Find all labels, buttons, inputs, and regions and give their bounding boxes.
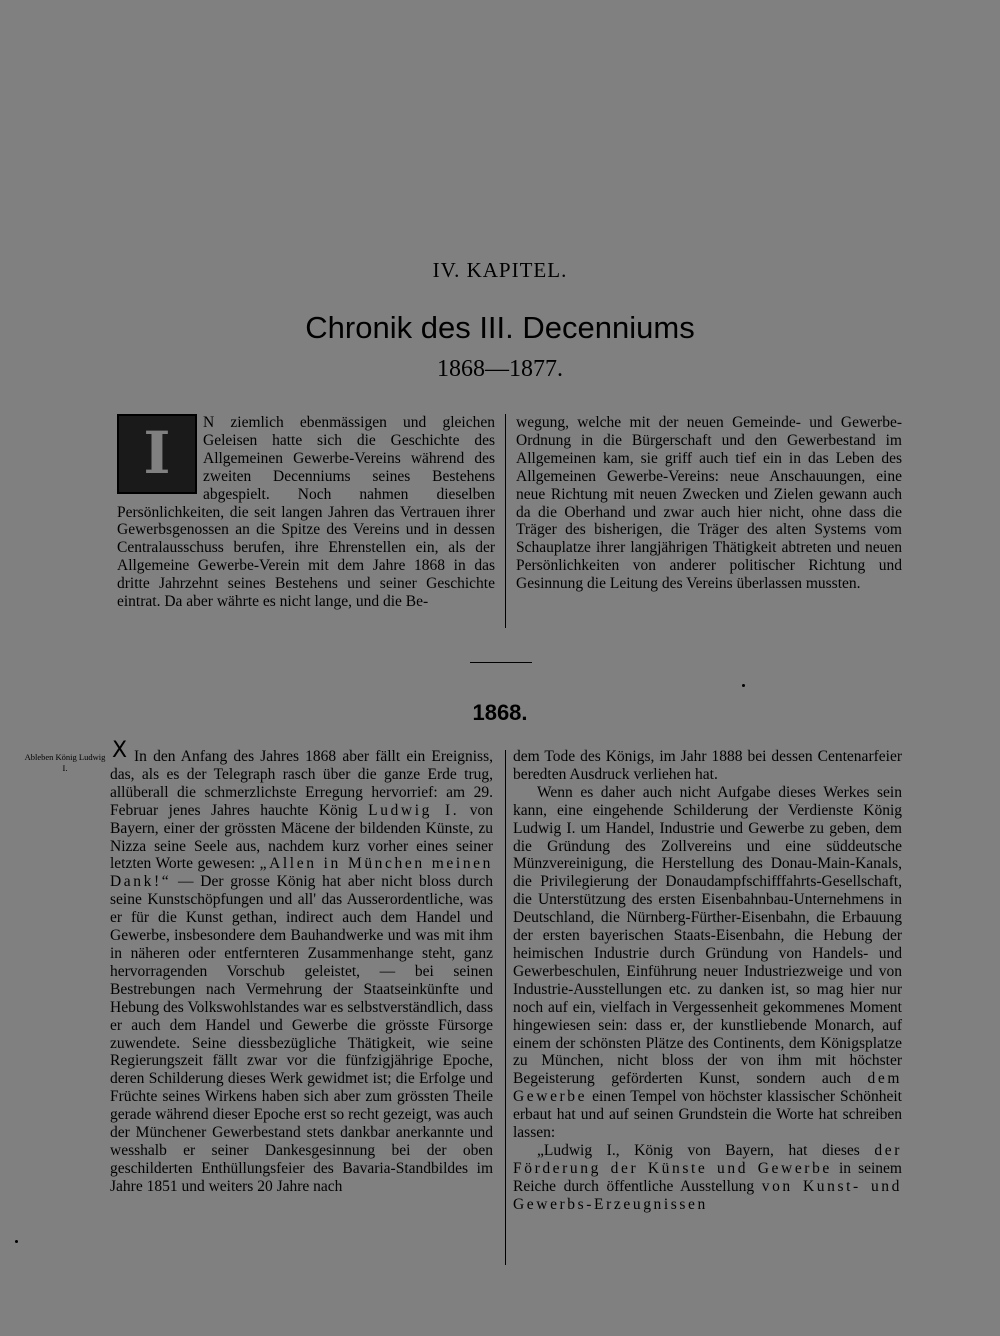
year-heading: 1868.: [472, 700, 528, 725]
emphasis: dem Gewerbe: [513, 1070, 902, 1106]
left-paragraph: [110, 748, 493, 1196]
text-run: in seinem Reiche durch öffentliche Ausstellung: [513, 1159, 902, 1195]
chapter-label: IV. KAPITEL.: [432, 258, 568, 282]
section-left-column: [110, 748, 493, 1196]
text-run: „Ludwig I., König von Bayern, hat dieses: [537, 1141, 875, 1159]
text-run: um Handel, Industrie und Gewerbe zu geben, dem die Gründung des Zollvereins und eine süddeutsche Münzvereinigung, die Herstellung des Donau-Main-Kanals, die Privilegierung der Donaudampfschifffahrts-Gesellschaft, die Unterstützung des ersten Eisenbahnbau-Unternehmens in Deutschland, die Nürnberg-Fürther-Eisenbahn, die Erbauung der ersten bayerischen Staats-Eisenbahn, die Hebung der heimischen Industrie durch Gründung von Handels- und Gewerbeschulen, Einführung neuer Industriezweige und von Industrie-Ausstellungen etc. zu danken ist, so mag hier nur noch auf ein, vielfach in Vergessenheit gekommenes Moment hingewiesen sein: dass er, der kunstliebende Monarch, auf einem der schönsten Plätze des Continents, dem Königsplatze zu München, nicht bloss der von ihm mit höchster Begeisterung geförderten Kunst, sondern auch: [513, 819, 902, 1088]
column-rule-bottom: [505, 750, 506, 1265]
section-divider: [470, 662, 532, 663]
intro-left-paragraph: N ziemlich ebenmässigen und gleichen Geleisen hatte sich die Geschichte des Allgemeinen Gewerbe-Vereins während des zweiten Decenniums seines Bestehens abgespielt. Noch nahmen dieselben Persönlichkeiten, die seit langen Jahren das Vertrauen ihrer Gewerbsgenossen an die Spitze des Vereins und in dessen Centralausschuss berufen, ihre Ehrenstellen ein, als der Allgemeine Gewerbe-Verein mit dem Jahre 1868 in das dritte Jahrzehnt seines Bestehens und seiner Geschichte eintrat. Da aber währte es nicht lange, und die Be-: [117, 414, 495, 611]
text-run: Wenn es daher auch nicht Aufgabe dieses Werkes sein kann, eine eingehende Schilderung der Verdienste: [513, 783, 902, 819]
section-right-column: [513, 748, 902, 1214]
chapter-title: Chronik des III. Decenniums: [305, 310, 695, 345]
print-speck: [15, 1240, 18, 1243]
intro-right-paragraph: wegung, welche mit der neuen Gemeinde- und Gewerbe-Ordnung in die Bürgerschaft und den Gewerbestand im Allgemeinen kam, sie griff auch tief ein in das Leben des Allgemeinen Gewerbe-Vereins: neue Anschauungen, eine neue Richtung mit neuen Zwecken und Zielen gewann auch da die Oberhand und zwar auch hier nicht, ohne dass die Träger des bisherigen, die Träger des alten Systems vom Schauplatze ihrer langjährigen Thätigkeit abtreten und neuen Persönlichkeiten von anderer politischer Richtung und Gesinnung die Leitung des Vereins überlassen mussten.: [516, 414, 902, 593]
text-run: — Der grosse König hat aber nicht bloss durch seine Kunstschöpfungen und all' das Ausserordentliche, was er für die Kunst gethan, indirect auch dem Handel und Gewerbe, insbesondere dem Bauhandwerke und was mit ihm in näheren oder entfernteren Zusammenhange steht, ganz hervorragenden Vorschub geleistet, — bei seinen Bestrebungen nach Vermehrung der Staatseinkünfte und Hebung des Volkswohlstandes war es selbstverständlich, dass er auch dem Handel und Gewerbe die grösste Fürsorge zuwendete. Seine diessbezügliche Thätigkeit, wie seine Regierungszeit fällt zwar vor die fünfzigjährige Epoche, deren Schilderung dieses Werk gewidmet ist; die Erfolge und Früchte seines Wirkens haben sich aber zum grössten Theile gerade während dieser Epoche erst so recht gezeigt, was auch der Münchener Gewerbestand stets dankbar anerkannte und wesshalb er seiner Dankesgesinnung bei der oben geschilderten Enthüllungsfeier des Bavaria-Standbildes im Jahre 1851 und weiters 20 Jahre nach: [110, 873, 493, 1195]
ornamental-initial: I: [117, 414, 197, 494]
right-paragraph-1: dem Tode des Königs, im Jahr 1888 bei dessen Centenarfeier beredten Ausdruck verliehen hat.: [513, 748, 902, 783]
king-name: König Ludwig I.: [513, 801, 902, 837]
emphasis: von Kunst- und Gewerbs-Erzeugnissen: [513, 1177, 902, 1213]
quote: „Allen in München meinen Dank!“: [110, 855, 493, 891]
margin-note: Ableben König Ludwig I.: [24, 752, 106, 773]
intro-right-column: [516, 414, 902, 593]
column-rule-top: [505, 414, 506, 628]
chapter-years: 1868—1877.: [437, 356, 563, 382]
king-name: Ludwig I.: [368, 801, 460, 819]
emphasis: der Förderung der Künste und Gewerbe: [513, 1141, 902, 1177]
print-speck: [742, 684, 745, 687]
text-run: einen Tempel von höchster klassischer Schönheit erbaut hat und auf seinen Grundstein die Worte hat schreiben lassen:: [513, 1088, 902, 1142]
intro-left-column: [117, 414, 495, 611]
right-paragraph-2: [513, 784, 902, 1142]
text-run: von Bayern, einer der grössten Mäcene der bildenden Künste, zu Nizza seine Seele aus, nachdem kurz vorher eines seiner letzten Worte gewesen:: [110, 801, 494, 873]
right-paragraph-3: [513, 1142, 902, 1214]
handwritten-cross-mark: X: [112, 738, 128, 763]
text-run: In den Anfang des Jahres 1868 aber fällt ein Ereigniss, das, als es der Telegraph rasch über die ganze Erde trug, allüberall die schmerzlichste Erregung hervorrief: am 29. Februar jenes Jahres hauchte König: [110, 748, 493, 819]
